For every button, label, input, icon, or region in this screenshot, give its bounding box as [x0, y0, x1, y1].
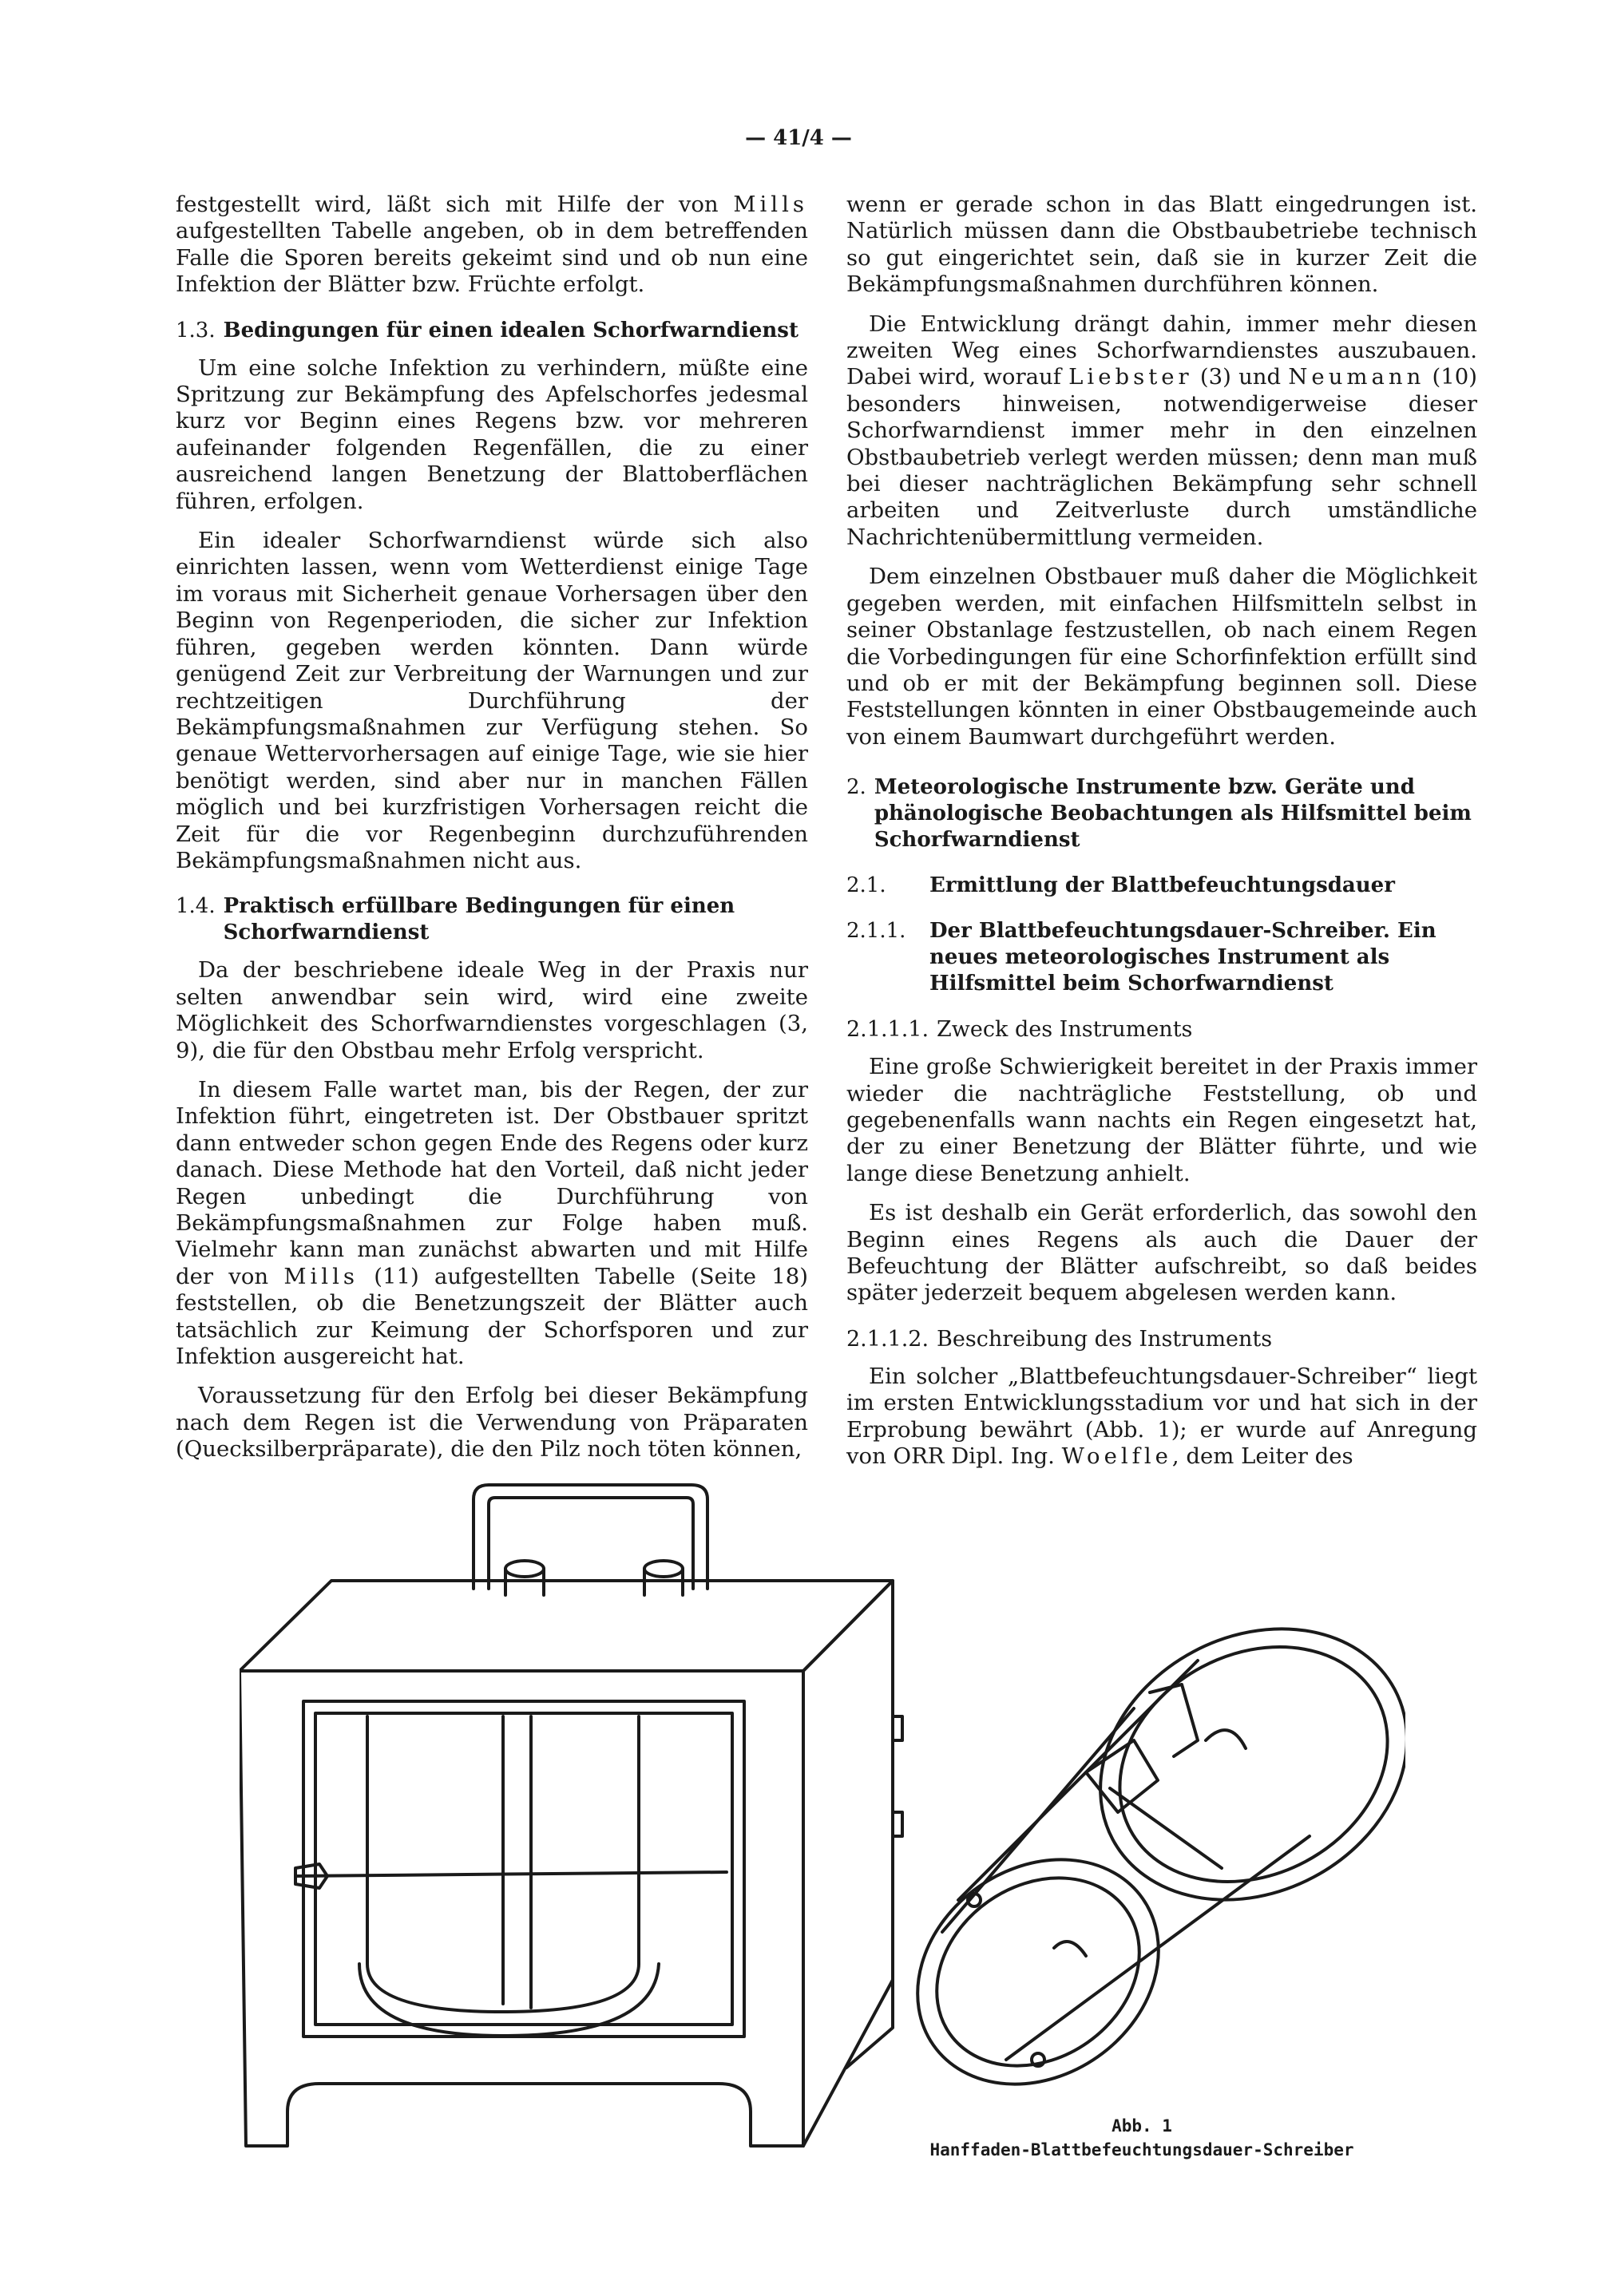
paragraph-1-4-c: Voraussetzung für den Erfolg bei dieser Bekämpfung nach dem Regen ist die Verwendung von Präparaten (Quecksilberpräparate), die den Pilz noch töten können, [176, 1383, 808, 1463]
author-mills: Mills [733, 192, 808, 217]
housing-drawing [240, 1581, 902, 2146]
section-heading-1-3: 1.3. Bedingungen für einen idealen Schorfwarndienst [176, 318, 798, 342]
thread-frame-drawing [874, 1577, 1405, 2130]
paragraph-1-3-a: Um eine solche Infektion zu verhindern, müßte eine Spritzung zur Bekämpfung des Apfelschorfes jedesmal kurz vor Beginn eines Regens bzw. vor mehreren aufeinander folgenden Regenfällen, die zu einer ausreichend langen Benetzung der Blattoberflächen führen, erfolgen. [176, 354, 808, 514]
section-heading-2-1: 2.1. Ermittlung der Blattbefeuchtungsdauer [846, 873, 1395, 898]
figure-label: Abb. 1 [1112, 2116, 1172, 2136]
paragraph-continued: wenn er gerade schon in das Blatt eingedrungen ist. Natürlich müssen dann die Obstbaubetriebe technisch so gut eingerichtet sein, daß sie in kurzer Zeit die Bekämpfungsmaßnahmen durchführen können. [846, 192, 1477, 298]
paragraph-farmer: Dem einzelnen Obstbauer muß daher die Möglichkeit gegeben werden, mit einfachen Hilfsmitteln selbst in seiner Obstanlage festzustellen, ob nach einem Regen die Vorbedingungen für eine Schorfinfektion erfüllt sind und ob er mit der Bekämpfung beginnen soll. Diese Feststellungen könnten in einer Obstbaugemeinde auch von einem Baumwart durchgeführt werden. [846, 564, 1477, 750]
left-column [176, 192, 808, 1476]
section-heading-2-1-1: 2.1.1. Der Blattbefeuchtungsdauer-Schreiber. Ein neues meteorologisches Instrument als Hilfsmittel beim Schorfwarndienst [846, 919, 1437, 996]
author-neumann: Neumann [1288, 364, 1425, 390]
author-liebster: Liebster [1068, 364, 1193, 390]
paragraph-1-4-b: In diesem Falle wartet man, bis der Regen, der zur Infektion führt, eingetreten ist. Der Obstbauer spritzt dann entweder schon gegen Ende des Regens oder kurz danach. Diese Methode hat den Vorteil, daß nicht jeder Regen unbedingt die Durchführung von Bekämpfungsmaßnahmen zur Folge haben muß. Vielmehr kann man zunächst abwarten und mit Hilfe der von Mills (11) aufgestellten Tabelle (Seite 18) feststellen, ob die Benetzungszeit der Blätter auch tatsächlich zur Keimung der Schorfsporen und zur Infektion ausgereicht hat. [176, 1076, 808, 1370]
figure-instrument-drawing [240, 1453, 1405, 2155]
paragraph-intro: festgestellt wird, läßt sich mit Hilfe der von Mills aufgestellten Tabelle angeben, ob in dem betreffenden Falle die Sporen bereits gekeimt sind und ob nun eine Infektion der Blätter bzw. Früchte erfolgt. [176, 192, 808, 298]
figure-caption [902, 2114, 1381, 2162]
paragraph-1-3-b: Ein idealer Schorfwarndienst würde sich also einrichten lassen, wenn vom Wetterdienst einige Tage im voraus mit Sicherheit genaue Vorhersagen über den Beginn von Regenperioden, die sicher zur Infektion führen, gegeben werden könnten. Dann würde genügend Zeit zur Verbreitung der Warnungen und zur rechtzeitigen Durchführung der Bekämpfungsmaßnahmen zur Verfügung stehen. So genaue Wettervorhersagen auf einige Tage, wie sie hier benötigt werden, sind aber nur in manchen Fällen möglich und bei kurzfristigen Vorhersagen reicht die Zeit für die vor Regenbeginn durchzuführenden Bekämpfungsmaßnahmen nicht aus. [176, 528, 808, 873]
section-heading-1-4: 1.4. Praktisch erfüllbare Bedingungen für einen Schorfwarndienst [176, 894, 735, 945]
author-mills-2: Mills [283, 1263, 359, 1289]
paragraph-beschreibung: Ein solcher „Blattbefeuchtungsdauer-Schreiber“ liegt im ersten Entwicklungsstadium vor und hat sich in der Erprobung bewährt (Abb. 1); er wurde auf Anregung von ORR Dipl. Ing. Woelfle, dem Leiter des [846, 1363, 1477, 1469]
section-heading-2-1-1-2: 2.1.1.2. Beschreibung des Instruments [846, 1326, 1273, 1352]
page-number: — 41/4 — [745, 126, 852, 150]
paragraph-1-4-a: Da der beschriebene ideale Weg in der Praxis nur selten anwendbar sein wird, wird eine zweite Möglichkeit des Schorfwarndienstes vorgeschlagen (3, 9), die für den Obstbau mehr Erfolg verspricht. [176, 957, 808, 1063]
paragraph-geraet: Es ist deshalb ein Gerät erforderlich, das sowohl den Beginn eines Regens als auch die Dauer der Befeuchtung der Blätter aufschreibt, so daß beides später jederzeit bequem abgelesen werden kann. [846, 1200, 1477, 1306]
right-column [846, 192, 1477, 1483]
person-woelfle: Woelfle [1061, 1443, 1172, 1469]
paragraph-zweck: Eine große Schwierigkeit bereitet in der Praxis immer wieder die nachträgliche Feststellung, ob und gegebenenfalls wann nachts ein Regen eingesetzt hat, der zu einer Benetzung der Blätter führte, und wie lange diese Benetzung anhielt. [846, 1054, 1477, 1186]
figure-caption-text: Hanffaden-Blattbefeuchtungsdauer-Schreiber [929, 2140, 1354, 2159]
handle-drawing [474, 1485, 707, 1595]
paragraph-development: Die Entwicklung drängt dahin, immer mehr diesen zweiten Weg eines Schorfwarndienstes auszubauen. Dabei wird, worauf Liebster (3) und Neumann (10) besonders hinweisen, notwendigerweise dieser Schorfwarndienst immer mehr in den einzelnen Obstbaubetrieb verlegt werden müssen; denn man muß bei dieser nachträglichen Bekämpfung sehr schnell arbeiten und Zeitverluste durch umständliche Nachrichtenübermittlung vermeiden. [846, 311, 1477, 550]
section-heading-2: 2. Meteorologische Instrumente bzw. Geräte und phänologische Beobachtungen als Hilfsmittel beim Schorfwarndienst [846, 775, 1472, 853]
section-heading-2-1-1-1: 2.1.1.1. Zweck des Instruments [846, 1017, 1193, 1043]
